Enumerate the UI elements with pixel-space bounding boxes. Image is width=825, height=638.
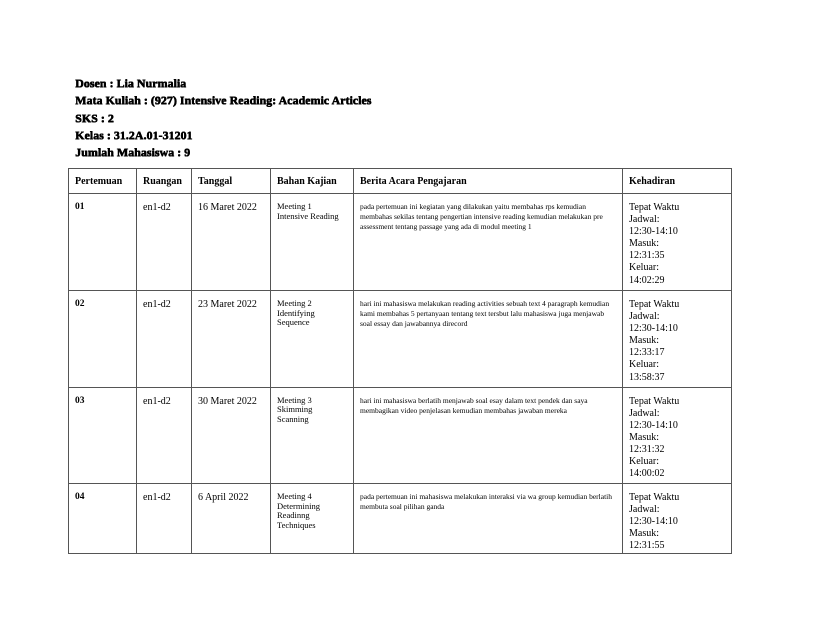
berita-acara-cell: pada pertemuan ini kegiatan yang dilakukan yaitu membahas rps kemudian membahas sekilas tentang pengertian intensive reading kemudian melakukan pre assessment tentang passage yang ada di modul meeting 1 [354,194,623,291]
kehadiran-line: Keluar: [629,455,659,467]
column-header-berita-acara: Berita Acara Pengajaran [354,169,623,194]
ruangan-cell: en1-d2 [137,291,192,388]
kehadiran-line: Jadwal: [629,311,660,323]
tanggal-cell: 6 April 2022 [192,484,271,554]
berita-acara-cell: hari ini mahasiswa melakukan reading activities sebuah text 4 paragraph kemudian kami membahas 5 pertanyaan tentang text tersbut lalu mahasiswa juga menjawab soal essay dan jawabannya direcord [354,291,623,388]
table-header-row [69,169,732,194]
bahan-line: Meeting 1 [277,201,312,211]
kehadiran-line: 13:58:37 [629,371,665,383]
kehadiran-status: Tepat Waktu [629,202,680,213]
kelas-label: Kelas : 31.2A.01-31201 [75,127,193,142]
kehadiran-cell [623,291,732,388]
kehadiran-cell [623,194,732,291]
bahan-kajian-cell [271,484,354,554]
bahan-line: Meeting 2 [277,298,312,308]
tanggal-cell: 23 Maret 2022 [192,291,271,388]
bahan-line: Scanning [277,413,309,424]
kehadiran-status: Tepat Waktu [629,395,680,407]
kehadiran-cell [623,387,732,484]
bahan-kajian-cell [271,387,354,484]
bahan-kajian-cell [271,194,354,291]
berita-acara-cell: hari ini mahasiswa berlatih menjawab soal esay dalam text pendek dan saya membagikan video penjelasan kemudian membahas jawaban mereka [354,387,623,484]
bahan-line: Sequence [277,317,310,328]
bahan-line: Meeting 3 [277,394,312,405]
sks-label: SKS : 2 [75,110,114,125]
bahan-line: Intensive Reading [277,210,339,221]
jumlah-mahasiswa-label: Jumlah Mahasiswa : 9 [75,145,191,160]
column-header-pertemuan: Pertemuan [69,169,137,194]
kehadiran-line: 14:02:29 [629,274,665,286]
column-header-tanggal: Tanggal [192,169,271,194]
kehadiran-line: 12:31:55 [629,540,665,552]
berita-acara-cell: pada pertemuan ini mahasiswa melakukan interaksi via wa group kemudian berlatih membuta soal pilihan ganda [354,484,623,554]
dosen-label: Dosen : Lia Nurmalia [75,76,186,90]
pertemuan-cell: 03 [69,387,137,484]
column-header-ruangan: Ruangan [137,169,192,194]
table-row [69,387,732,484]
pertemuan-cell: 01 [69,194,137,291]
kehadiran-line: Masuk: [629,431,659,443]
kehadiran-cell [623,484,732,554]
column-header-bahan-kajian: Bahan Kajian [271,169,354,194]
pertemuan-cell: 04 [69,484,137,554]
ruangan-cell: en1-d2 [137,387,192,484]
bahan-line: Meeting 4 [277,491,312,501]
kehadiran-line: Masuk: [629,335,659,347]
bahan-kajian-cell [271,291,354,388]
kehadiran-line: 12:30-14:10 [629,516,678,528]
bahan-line: Skimming [277,404,313,415]
kehadiran-line: 12:31:35 [629,250,665,262]
bahan-line: Techniques [277,520,316,531]
kehadiran-line: Keluar: [629,359,659,371]
pertemuan-cell: 02 [69,291,137,388]
kehadiran-line: Masuk: [629,238,659,250]
bahan-line: Identifying [277,307,315,318]
table-row [69,291,732,388]
table-row [69,194,732,291]
kehadiran-line: 12:33:17 [629,347,665,359]
kehadiran-line: Jadwal: [629,214,660,226]
kehadiran-status: Tepat Waktu [629,492,680,503]
kehadiran-line: Jadwal: [629,504,660,516]
bahan-line: Readinng [277,510,310,521]
kehadiran-status: Tepat Waktu [629,299,680,310]
column-header-kehadiran: Kehadiran [623,169,732,194]
table-row [69,484,732,554]
attendance-table [68,168,732,554]
kehadiran-line: 12:30-14:10 [629,323,678,335]
kehadiran-line: Keluar: [629,262,659,274]
tanggal-cell: 30 Maret 2022 [192,387,271,484]
kehadiran-line: 12:31:32 [629,443,665,455]
kehadiran-line: 14:00:02 [629,468,665,480]
kehadiran-line: 12:30-14:10 [629,226,678,238]
mata-kuliah-label: Mata Kuliah : (927) Intensive Reading: Academic Articles [75,93,372,108]
kehadiran-line: Masuk: [629,528,659,540]
document-header [75,75,371,161]
kehadiran-line: Jadwal: [629,407,660,419]
tanggal-cell: 16 Maret 2022 [192,194,271,291]
ruangan-cell: en1-d2 [137,194,192,291]
kehadiran-line: 12:30-14:10 [629,419,678,431]
bahan-line: Determining [277,500,320,511]
ruangan-cell: en1-d2 [137,484,192,554]
